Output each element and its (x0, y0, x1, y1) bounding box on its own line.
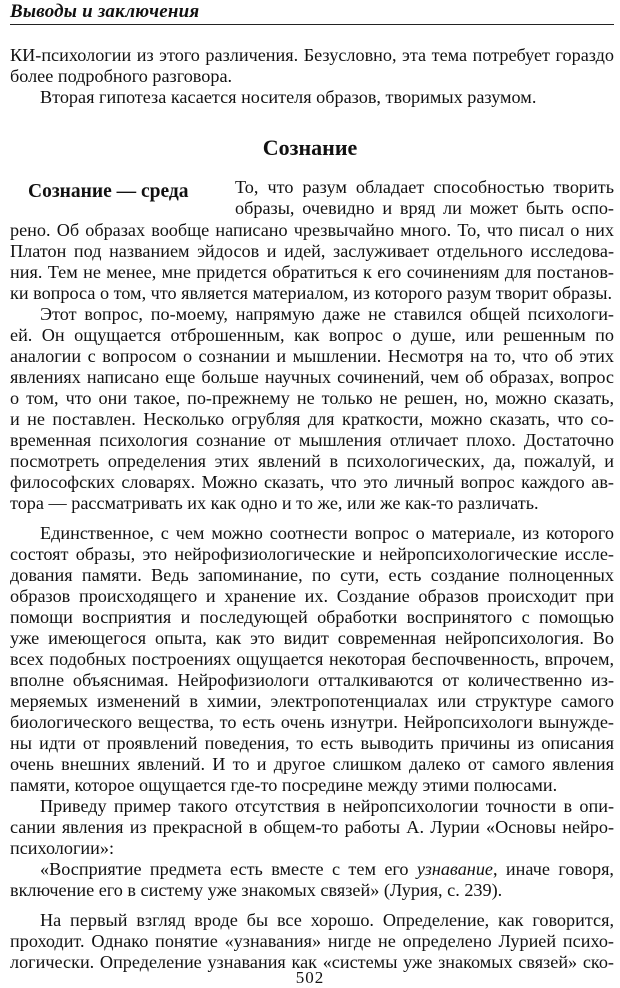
text-line: явлениях написано еще больше научных сочинений, чем об образах, вопрос (10, 367, 614, 387)
text-line: ния. Тем не менее, мне придется обратиться к его сочинениям для постанов- (10, 262, 614, 282)
text-line: рено. Об образах вообще написано чрезвычайно много. То, что писал о них (10, 220, 614, 240)
text-line: Этот вопрос, по-моему, напрямую даже не ставился общей психологи- (40, 304, 614, 324)
text-line: сании явления из прекрасной в общем-то работы А. Лурии «Основы нейро- (10, 817, 614, 837)
text-line: более подробного разговора. (10, 66, 233, 86)
text-line: КИ-психологии из этого различения. Безусловно, эта тема потребует гораздо (10, 45, 614, 65)
section-title: Сознание (262, 135, 358, 160)
text-line: Платон под названием эйдосов и идей, заслуживает отдельного исследова- (10, 241, 614, 261)
running-header (10, 0, 614, 25)
text-line: помощи восприятия и последующей обработки воспринятого с помощью (10, 607, 614, 627)
text-line: дования памяти. Ведь запоминание, по сути, есть создание полноценных (10, 565, 614, 585)
text-line: памяти, которое ощущается где-то посредине между этими полюсами. (10, 775, 558, 795)
quote-text: , иначе говоря, (493, 859, 614, 879)
quote-text: «Восприятие предмета есть вместе с тем его (40, 859, 409, 879)
text-line: Единственное, с чем можно соотнести вопрос о материале, из которого (40, 523, 614, 543)
text-line: вполне объяснимая. Нейрофизиологи отталкиваются от количественно из- (10, 670, 614, 690)
text-line: биологического вещества, то есть очень изнутри. Нейропсихологи вынужде- (10, 712, 614, 732)
quote-line (40, 859, 614, 880)
quote-line: включение его в систему уже знакомых связей» (Лурия, с. 239). (10, 880, 503, 900)
text-line: ки вопроса о том, что является материалом, из которого разум творит образы. (10, 283, 613, 303)
text-line: То, что разум обладает способностью творить (235, 177, 614, 197)
text-line: На первый взгляд вроде бы все хорошо. Определение, как говорится, (40, 910, 614, 930)
text-line: уже имеющегося опыта, как это видит современная нейропсихология. Во (10, 628, 614, 648)
text-line: меряемых изменений в химии, электропотенциалах или структуре самого (10, 691, 614, 711)
text-line: аналогии с вопросом о сознании и мышлении. Несмотря на то, что об этих (10, 346, 614, 366)
text-line: о том, что они такое, по-прежнему не только не решен, но, можно сказать, (10, 388, 614, 408)
text-line: Вторая гипотеза касается носителя образов, творимых разумом. (40, 87, 537, 107)
text-line: ей. Он ощущается отброшенным, как вопрос о душе, или решенным по (10, 325, 614, 345)
subheading: Сознание — среда (28, 181, 189, 202)
running-title: Выводы и заключения (10, 1, 200, 22)
text-line: образы, очевидно и вряд ли может быть оспо- (235, 198, 614, 218)
text-line: Приведу пример такого отсутствия в нейропсихологии точности в опи- (40, 796, 614, 816)
text-line: временная психология сознание от мышления отличает плохо. Достаточно (10, 430, 614, 450)
emphasis-term: узнавание (416, 859, 493, 879)
text-line: образов происходящего и хранение их. Создание образов происходит при (10, 586, 614, 606)
text-line: психологии»: (10, 838, 115, 858)
text-line: очень внешних явлений. И то и другое слишком далеко от самого явления (10, 754, 614, 774)
text-line: посмотреть определения этих явлений в психологических, да, пожалуй, и (10, 451, 614, 471)
text-line: состоят образы, это нейрофизиологические и нейропсихологические иссле- (10, 544, 614, 564)
text-line: проходит. Однако понятие «узнавания» нигде не определено Лурией психо- (10, 931, 614, 951)
text-line: философских словарях. Можно сказать, что это личный вопрос каждого ав- (10, 472, 614, 492)
text-line: тора — рассматривать их как одно и то же, или же как-то различать. (10, 493, 539, 513)
text-line: ны идти от проявлений поведения, то есть выводить причины из описания (10, 733, 614, 753)
text-line: и не поставлен. Несколько огрубляя для краткости, можно сказать, что со- (10, 409, 614, 429)
page-number: 502 (295, 968, 325, 987)
text-line: логически. Определение узнавания как «системы уже знакомых связей» ско- (10, 952, 614, 972)
text-line: всех подобных построениях ощущается некоторая беспочвенность, впрочем, (10, 649, 614, 669)
